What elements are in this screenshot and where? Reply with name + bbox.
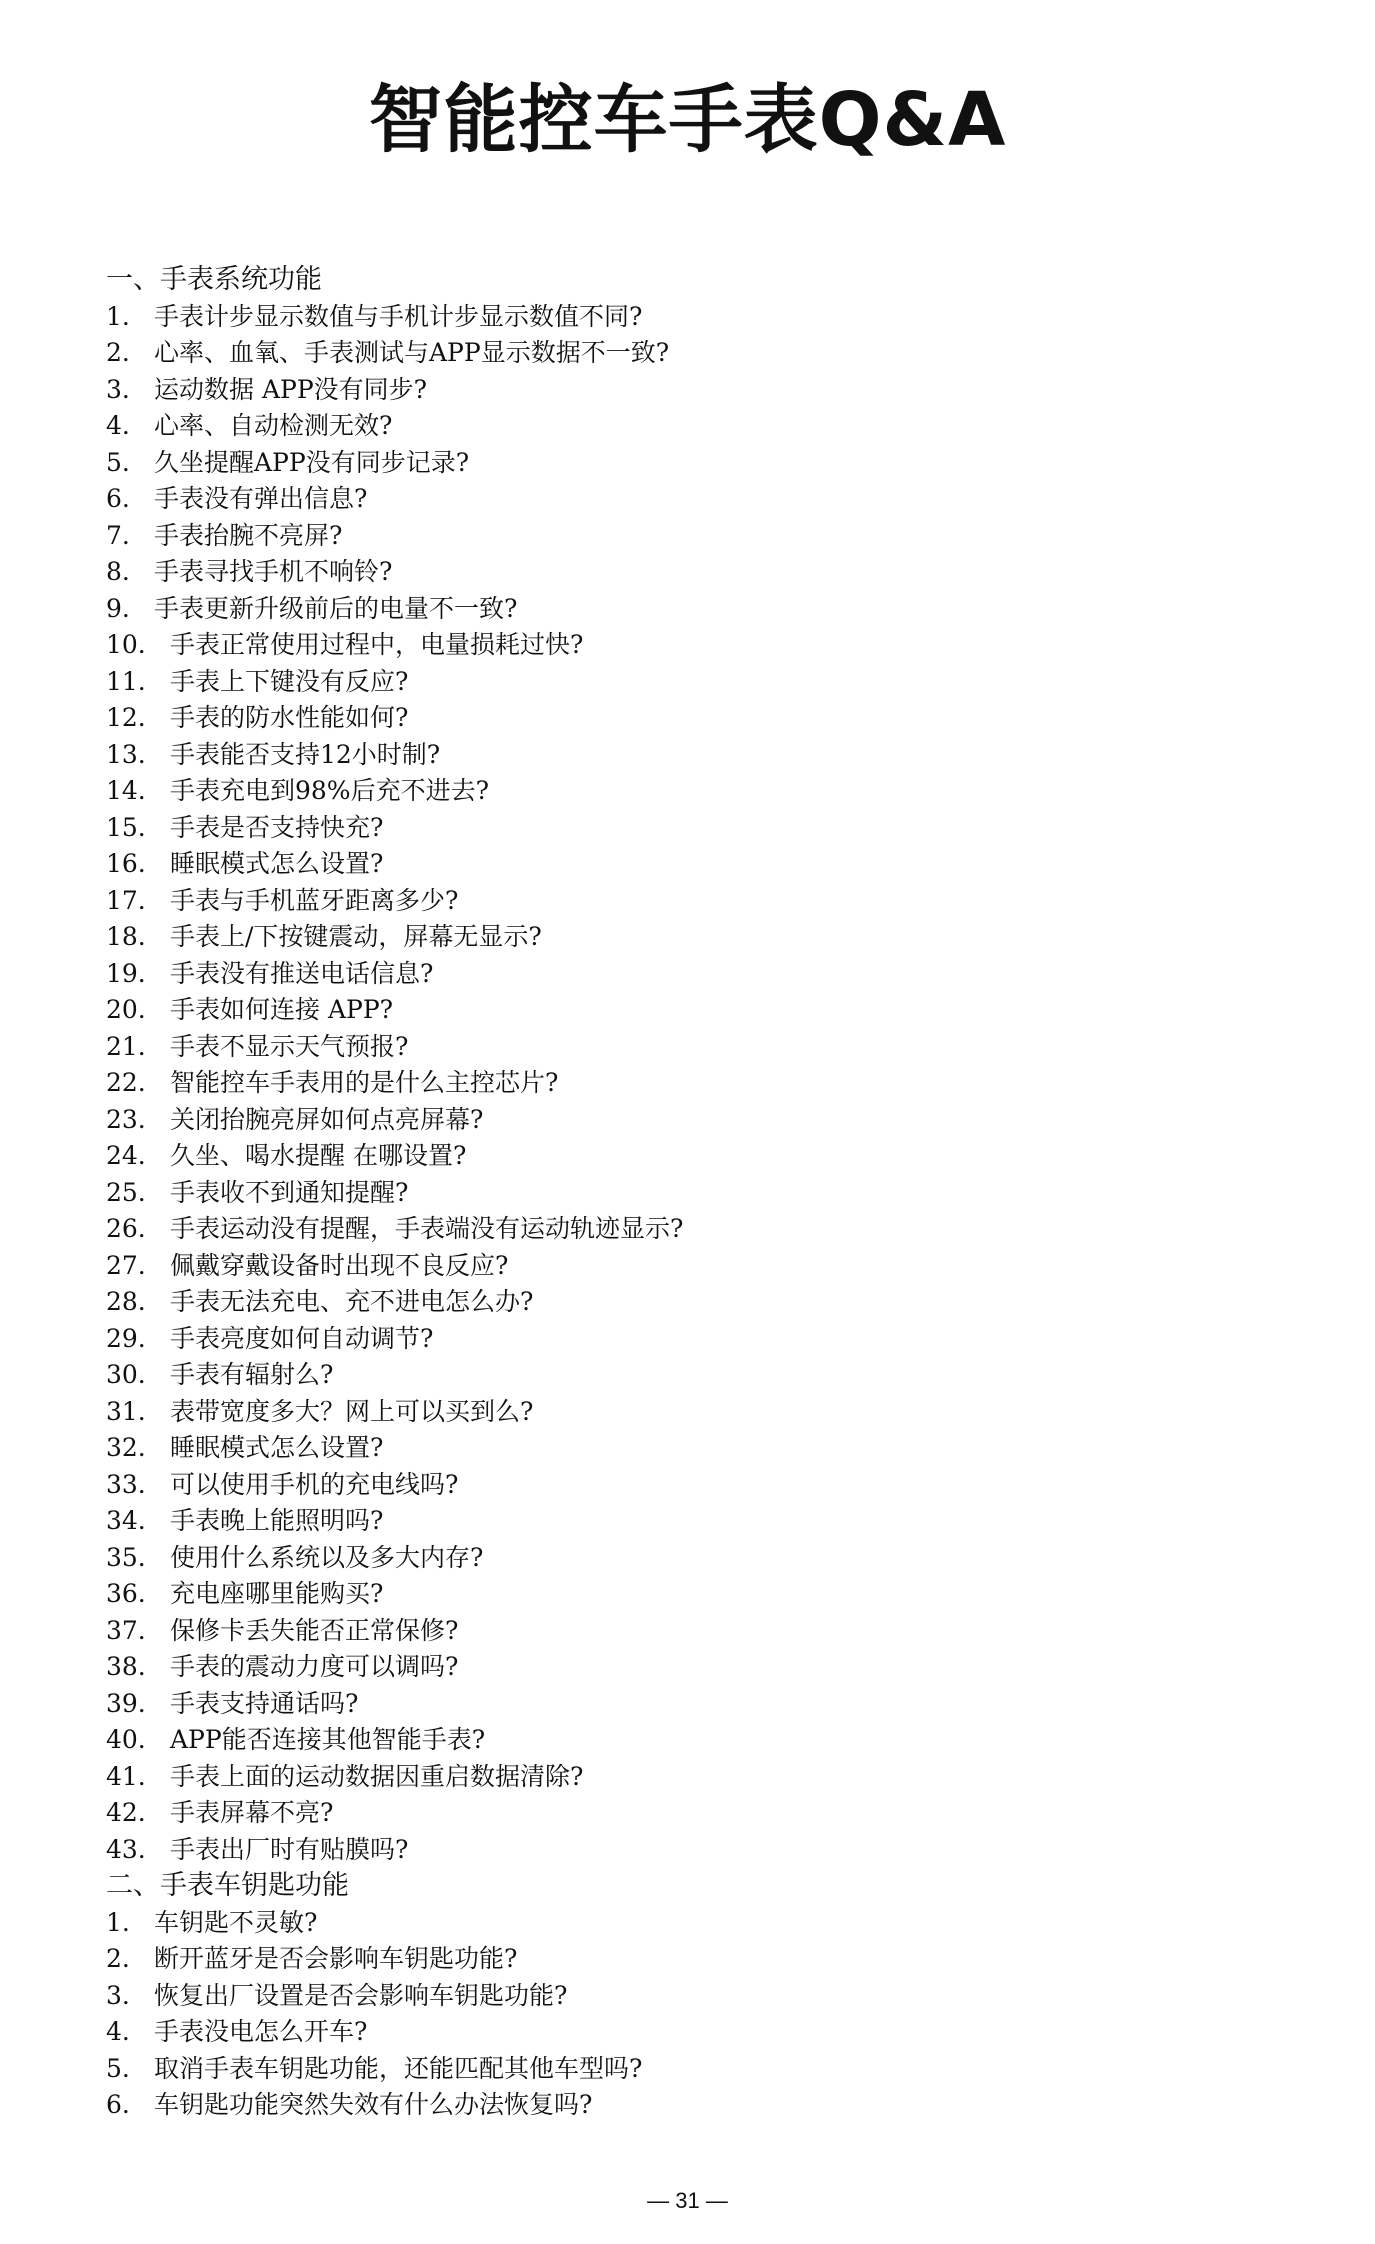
question-item — [106, 992, 1306, 1029]
question-text: 手表屏幕不亮? — [170, 1798, 334, 1827]
question-number: 1. — [106, 301, 130, 331]
question-text: 久坐、喝水提醒 在哪设置? — [170, 1141, 467, 1170]
question-text: 手表晚上能照明吗? — [170, 1506, 384, 1535]
question-number: 21. — [106, 1031, 146, 1061]
question-text: 智能控车手表用的是什么主控芯片? — [170, 1068, 559, 1097]
question-text: 睡眠模式怎么设置? — [170, 1433, 384, 1462]
question-number: 9. — [106, 593, 130, 623]
question-number: 29. — [106, 1323, 146, 1353]
question-number: 32. — [106, 1433, 146, 1462]
question-item — [106, 956, 1306, 993]
question-number: 25. — [106, 1177, 146, 1207]
question-number: 2. — [106, 338, 130, 367]
question-item — [106, 1941, 1306, 1978]
question-text: 手表收不到通知提醒? — [170, 1177, 409, 1207]
question-item — [106, 1248, 1306, 1285]
question-item — [106, 1540, 1306, 1577]
question-number: 30. — [106, 1360, 146, 1389]
question-item — [106, 1138, 1306, 1175]
question-item — [106, 810, 1306, 847]
question-text: 关闭抬腕亮屏如何点亮屏幕? — [170, 1104, 484, 1134]
question-number: 38. — [106, 1652, 146, 1681]
question-item — [106, 1649, 1306, 1686]
question-text: 取消手表车钥匙功能，还能匹配其他车型吗? — [154, 2053, 643, 2083]
question-text: 心率、血氧、手表测试与APP显示数据不一致? — [154, 338, 670, 367]
question-item — [106, 919, 1306, 956]
question-item — [106, 627, 1306, 664]
page-number: — 31 — — [647, 2188, 728, 2213]
question-text: 睡眠模式怎么设置? — [170, 849, 384, 878]
qa-content — [106, 262, 1306, 2124]
question-item — [106, 1978, 1306, 2015]
question-text: 手表正常使用过程中，电量损耗过快? — [170, 630, 584, 659]
question-item — [106, 1467, 1306, 1504]
question-text: 手表亮度如何自动调节? — [170, 1323, 434, 1353]
question-number: 40. — [106, 1725, 146, 1754]
question-text: 手表能否支持12小时制? — [170, 739, 441, 769]
question-number: 43. — [106, 1834, 146, 1864]
question-number: 12. — [106, 703, 146, 732]
question-item — [106, 1284, 1306, 1321]
question-number: 19. — [106, 958, 146, 988]
question-number: 24. — [106, 1141, 146, 1170]
question-text: 手表没有推送电话信息? — [170, 958, 434, 988]
question-number: 3. — [106, 374, 130, 404]
question-number: 23. — [106, 1104, 146, 1134]
question-item — [106, 1905, 1306, 1942]
question-text: 手表有辐射么? — [170, 1360, 334, 1389]
question-item — [106, 1576, 1306, 1613]
question-text: 手表抬腕不亮屏? — [154, 520, 343, 550]
question-number: 14. — [106, 776, 146, 805]
question-item — [106, 1503, 1306, 1540]
question-text: 手表计步显示数值与手机计步显示数值不同? — [154, 301, 643, 331]
question-number: 5. — [106, 447, 130, 477]
question-text: APP能否连接其他智能手表? — [170, 1725, 486, 1754]
question-number: 17. — [106, 885, 146, 915]
question-number: 34. — [106, 1506, 146, 1535]
question-item — [106, 1321, 1306, 1358]
question-number: 4. — [106, 2017, 130, 2046]
question-number: 15. — [106, 812, 146, 842]
question-text: 可以使用手机的充电线吗? — [170, 1469, 459, 1499]
question-text: 手表充电到98%后充不进去? — [170, 776, 489, 805]
question-item — [106, 335, 1306, 372]
page-title: 智能控车手表Q&A — [368, 77, 1007, 163]
question-item — [106, 518, 1306, 555]
question-item — [106, 1029, 1306, 1066]
question-text: 手表更新升级前后的电量不一致? — [154, 593, 518, 623]
question-text: 手表出厂时有贴膜吗? — [170, 1834, 409, 1864]
question-item — [106, 773, 1306, 810]
question-list — [106, 1905, 1306, 2124]
question-text: 车钥匙不灵敏? — [154, 1907, 318, 1937]
section-heading: 二、手表车钥匙功能 — [106, 1870, 349, 1901]
question-item — [106, 1357, 1306, 1394]
question-number: 28. — [106, 1287, 146, 1316]
question-number: 13. — [106, 739, 146, 769]
question-number: 8. — [106, 557, 130, 586]
question-text: 手表的震动力度可以调吗? — [170, 1652, 459, 1681]
question-number: 5. — [106, 2053, 130, 2083]
question-text: 手表是否支持快充? — [170, 812, 384, 842]
question-item — [106, 1211, 1306, 1248]
question-text: 恢复出厂设置是否会影响车钥匙功能? — [154, 1980, 568, 2010]
question-text: 手表没电怎么开车? — [154, 2017, 368, 2046]
question-number: 20. — [106, 995, 146, 1024]
question-item — [106, 1394, 1306, 1431]
question-item — [106, 1065, 1306, 1102]
question-text: 久坐提醒APP没有同步记录? — [154, 447, 470, 477]
question-item — [106, 1102, 1306, 1139]
question-text: 手表上下键没有反应? — [170, 666, 409, 696]
question-item — [106, 1722, 1306, 1759]
question-text: 手表上面的运动数据因重启数据清除? — [170, 1761, 584, 1791]
question-item — [106, 883, 1306, 920]
question-item — [106, 700, 1306, 737]
question-number: 22. — [106, 1068, 146, 1097]
question-item — [106, 1430, 1306, 1467]
question-number: 18. — [106, 922, 146, 951]
question-item — [106, 2087, 1306, 2124]
question-number: 16. — [106, 849, 146, 878]
question-text: 保修卡丢失能否正常保修? — [170, 1615, 459, 1645]
question-item — [106, 1686, 1306, 1723]
question-number: 3. — [106, 1980, 130, 2010]
question-item — [106, 591, 1306, 628]
question-number: 11. — [106, 666, 146, 696]
question-number: 2. — [106, 1944, 130, 1973]
question-text: 手表没有弹出信息? — [154, 484, 368, 513]
question-number: 27. — [106, 1250, 146, 1280]
question-number: 1. — [106, 1907, 130, 1937]
question-item — [106, 737, 1306, 774]
question-item — [106, 445, 1306, 482]
question-text: 心率、自动检测无效? — [154, 411, 393, 440]
question-item — [106, 1759, 1306, 1796]
question-number: 26. — [106, 1214, 146, 1243]
question-item — [106, 1795, 1306, 1832]
question-text: 使用什么系统以及多大内存? — [170, 1542, 484, 1572]
question-item — [106, 372, 1306, 409]
question-item — [106, 2051, 1306, 2088]
question-item — [106, 408, 1306, 445]
question-number: 4. — [106, 411, 130, 440]
question-text: 手表与手机蓝牙距离多少? — [170, 885, 459, 915]
question-text: 断开蓝牙是否会影响车钥匙功能? — [154, 1944, 518, 1973]
question-item — [106, 1175, 1306, 1212]
question-number: 10. — [106, 630, 146, 659]
question-text: 手表不显示天气预报? — [170, 1031, 409, 1061]
question-number: 42. — [106, 1798, 146, 1827]
question-list — [106, 299, 1306, 1869]
question-number: 6. — [106, 2090, 130, 2119]
section-heading: 一、手表系统功能 — [106, 264, 322, 295]
question-number: 33. — [106, 1469, 146, 1499]
question-text: 表带宽度多大？网上可以买到么? — [170, 1396, 534, 1426]
question-item — [106, 299, 1306, 336]
question-text: 手表如何连接 APP? — [170, 995, 394, 1024]
question-item — [106, 1832, 1306, 1869]
question-number: 6. — [106, 484, 130, 513]
question-number: 31. — [106, 1396, 146, 1426]
question-number: 41. — [106, 1761, 146, 1791]
question-item — [106, 2014, 1306, 2051]
question-item — [106, 481, 1306, 518]
question-item — [106, 1613, 1306, 1650]
question-text: 手表寻找手机不响铃? — [154, 557, 393, 586]
question-number: 37. — [106, 1615, 146, 1645]
question-text: 手表的防水性能如何? — [170, 703, 409, 732]
question-number: 35. — [106, 1542, 146, 1572]
question-text: 手表运动没有提醒，手表端没有运动轨迹显示? — [170, 1214, 684, 1243]
question-text: 车钥匙功能突然失效有什么办法恢复吗? — [154, 2090, 593, 2119]
question-item — [106, 846, 1306, 883]
question-item — [106, 554, 1306, 591]
question-text: 佩戴穿戴设备时出现不良反应? — [170, 1250, 509, 1280]
question-number: 36. — [106, 1579, 146, 1608]
question-text: 手表支持通话吗? — [170, 1688, 359, 1718]
question-text: 手表上/下按键震动，屏幕无显示? — [170, 922, 542, 951]
question-text: 手表无法充电、充不进电怎么办? — [170, 1287, 534, 1316]
question-item — [106, 664, 1306, 701]
question-number: 39. — [106, 1688, 146, 1718]
question-text: 充电座哪里能购买? — [170, 1579, 384, 1608]
question-number: 7. — [106, 520, 130, 550]
question-text: 运动数据 APP没有同步? — [154, 374, 428, 404]
